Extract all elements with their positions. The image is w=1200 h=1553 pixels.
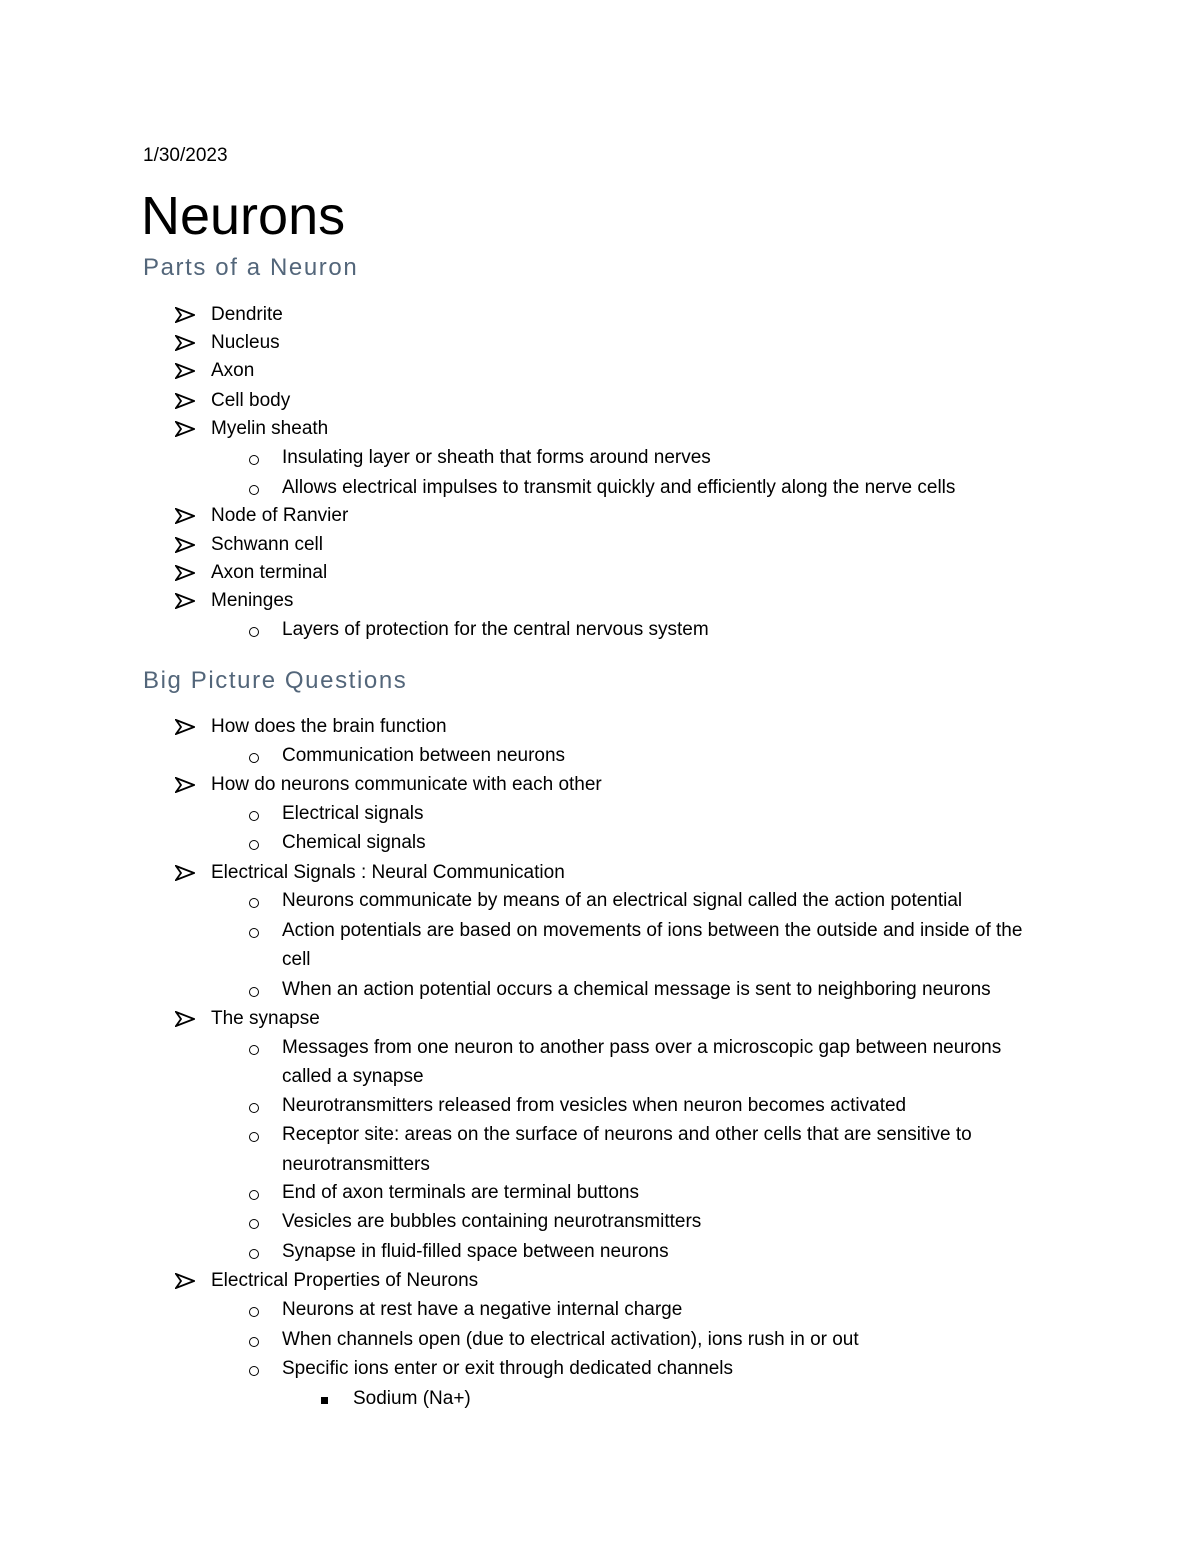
circle-bullet-icon — [249, 917, 259, 945]
list-item: Cell body — [211, 387, 290, 415]
list-item: Meninges — [211, 587, 293, 615]
arrow-bullet-icon — [175, 301, 195, 329]
section-heading-big-picture-questions: Big Picture Questions — [143, 667, 408, 694]
arrow-bullet-icon — [175, 559, 195, 587]
list-item: Electrical Signals : Neural Communication — [211, 859, 565, 887]
page-title: Neurons — [141, 186, 346, 246]
list-subitem-continuation: called a synapse — [282, 1066, 424, 1087]
arrow-bullet-icon — [175, 713, 195, 741]
circle-bullet-icon — [249, 1326, 259, 1354]
list-subitem: When channels open (due to electrical activation), ions rush in or out — [282, 1326, 859, 1354]
list-subitem: Specific ions enter or exit through dedicated channels — [282, 1355, 733, 1383]
list-subitem: Vesicles are bubbles containing neurotransmitters — [282, 1208, 701, 1236]
list-item: Electrical Properties of Neurons — [211, 1267, 478, 1295]
list-subitem: Synapse in fluid-filled space between neurons — [282, 1238, 669, 1266]
list-subitem: Chemical signals — [282, 829, 426, 857]
circle-bullet-icon — [249, 444, 259, 472]
document-date: 1/30/2023 — [143, 145, 228, 166]
list-subitem: Action potentials are based on movements of ions between the outside and inside of the — [282, 917, 1022, 945]
arrow-bullet-icon — [175, 1005, 195, 1033]
list-item: Schwann cell — [211, 531, 323, 559]
list-subitem: Messages from one neuron to another pass over a microscopic gap between neurons — [282, 1034, 1001, 1062]
list-subitem: Receptor site: areas on the surface of neurons and other cells that are sensitive to — [282, 1121, 972, 1149]
list-item: Node of Ranvier — [211, 502, 348, 530]
circle-bullet-icon — [249, 1092, 259, 1120]
list-subitem: Neurons at rest have a negative internal charge — [282, 1296, 682, 1324]
list-item: Myelin sheath — [211, 415, 328, 443]
list-subitem-continuation: cell — [282, 949, 311, 970]
list-subitem: Neurotransmitters released from vesicles when neuron becomes activated — [282, 1092, 906, 1120]
circle-bullet-icon — [249, 1355, 259, 1383]
list-item: How do neurons communicate with each other — [211, 771, 602, 799]
list-item: Axon — [211, 357, 254, 385]
circle-bullet-icon — [249, 976, 259, 1004]
circle-bullet-icon — [249, 829, 259, 857]
list-subsubitem: Sodium (Na+) — [353, 1385, 471, 1413]
circle-bullet-icon — [249, 1034, 259, 1062]
arrow-bullet-icon — [175, 387, 195, 415]
circle-bullet-icon — [249, 1121, 259, 1149]
list-item: Nucleus — [211, 329, 280, 357]
circle-bullet-icon — [249, 474, 259, 502]
circle-bullet-icon — [249, 742, 259, 770]
square-bullet-icon — [321, 1385, 328, 1413]
list-subitem: Allows electrical impulses to transmit quickly and efficiently along the nerve cells — [282, 474, 955, 502]
list-item: The synapse — [211, 1005, 320, 1033]
list-subitem-continuation: neurotransmitters — [282, 1154, 430, 1175]
list-subitem: Insulating layer or sheath that forms around nerves — [282, 444, 711, 472]
arrow-bullet-icon — [175, 1267, 195, 1295]
arrow-bullet-icon — [175, 357, 195, 385]
arrow-bullet-icon — [175, 771, 195, 799]
circle-bullet-icon — [249, 887, 259, 915]
list-subitem: Layers of protection for the central nervous system — [282, 616, 709, 644]
arrow-bullet-icon — [175, 531, 195, 559]
circle-bullet-icon — [249, 800, 259, 828]
circle-bullet-icon — [249, 616, 259, 644]
circle-bullet-icon — [249, 1179, 259, 1207]
arrow-bullet-icon — [175, 587, 195, 615]
list-subitem: End of axon terminals are terminal buttons — [282, 1179, 639, 1207]
arrow-bullet-icon — [175, 329, 195, 357]
list-subitem: Electrical signals — [282, 800, 424, 828]
circle-bullet-icon — [249, 1208, 259, 1236]
arrow-bullet-icon — [175, 415, 195, 443]
section-heading-parts-of-neuron: Parts of a Neuron — [143, 254, 359, 281]
arrow-bullet-icon — [175, 502, 195, 530]
list-item: Axon terminal — [211, 559, 327, 587]
list-subitem: Communication between neurons — [282, 742, 565, 770]
list-item: How does the brain function — [211, 713, 447, 741]
circle-bullet-icon — [249, 1296, 259, 1324]
arrow-bullet-icon — [175, 859, 195, 887]
list-item: Dendrite — [211, 301, 283, 329]
list-subitem: When an action potential occurs a chemical message is sent to neighboring neurons — [282, 976, 991, 1004]
list-subitem: Neurons communicate by means of an electrical signal called the action potential — [282, 887, 962, 915]
circle-bullet-icon — [249, 1238, 259, 1266]
